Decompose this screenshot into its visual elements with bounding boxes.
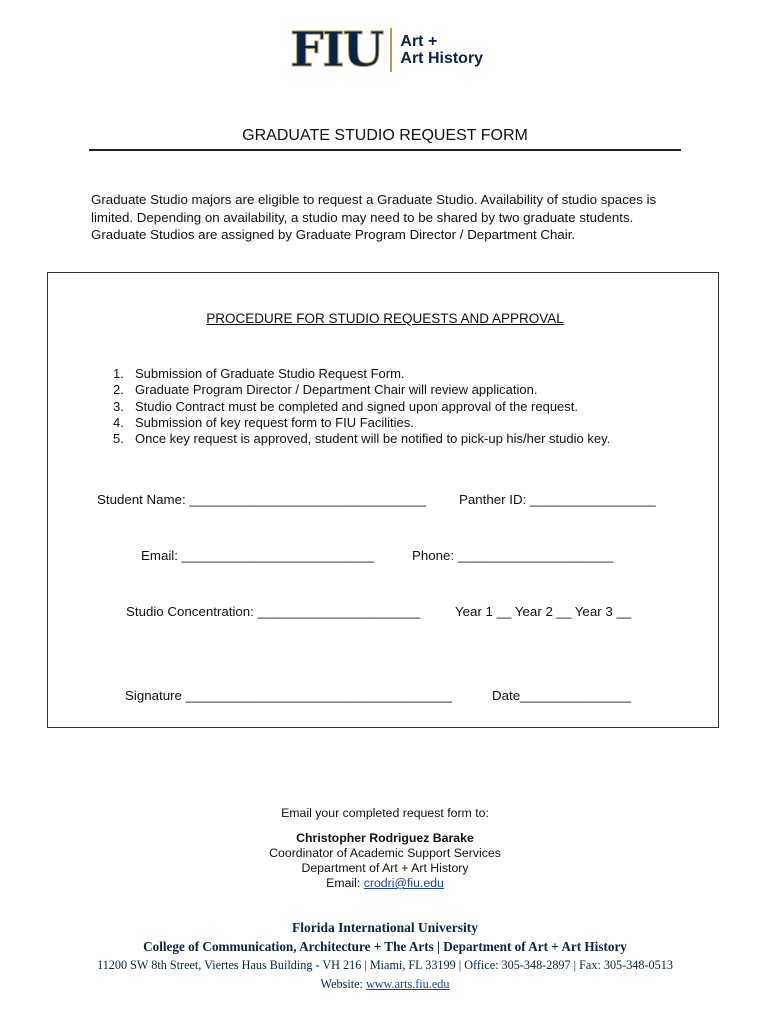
year-field[interactable]: Year 1 __ Year 2 __ Year 3 __ bbox=[455, 604, 632, 619]
fiu-logo bbox=[290, 22, 484, 78]
logo-divider bbox=[390, 28, 392, 72]
procedure-step: 2. Graduate Program Director / Department Chair will review application. bbox=[113, 382, 538, 398]
footer-website-line bbox=[0, 977, 770, 992]
footer-website-link[interactable]: www.arts.fiu.edu bbox=[365, 977, 450, 991]
contact-role: Coordinator of Academic Support Services bbox=[269, 846, 501, 860]
contact-intro: Email your completed request form to: bbox=[281, 806, 489, 820]
footer-college: College of Communication, Architecture + The Arts | Department of Art + Art History bbox=[143, 939, 627, 954]
contact-email-label: Email: bbox=[326, 876, 361, 890]
signature-field[interactable]: Signature ____________________________________ bbox=[125, 688, 452, 703]
form-title: GRADUATE STUDIO REQUEST FORM bbox=[242, 127, 528, 144]
procedure-step: 4. Submission of key request form to FIU Facilities. bbox=[113, 414, 414, 430]
contact-name: Christopher Rodriguez Barake bbox=[296, 831, 474, 845]
logo-line-2: Art History bbox=[400, 50, 484, 67]
procedure-step: 3. Studio Contract must be completed and signed upon approval of the request. bbox=[113, 398, 579, 414]
studio-concentration-field[interactable]: Studio Concentration: ______________________ bbox=[126, 604, 421, 619]
footer-address: 11200 SW 8th Street, Viertes Haus Building - VH 216 | Miami, FL 33199 | Office: 305-348-2897 | Fax: 305-348-0513 bbox=[97, 958, 673, 972]
logo-text bbox=[400, 33, 483, 67]
student-name-field[interactable]: Student Name: ________________________________ bbox=[97, 492, 427, 507]
logo-line-1: Art + bbox=[400, 33, 438, 50]
date-field[interactable]: Date_______________ bbox=[492, 688, 632, 703]
footer-university: Florida International University bbox=[292, 920, 478, 935]
procedure-title: PROCEDURE FOR STUDIO REQUESTS AND APPROVAL bbox=[206, 311, 564, 326]
procedure-step: 1. Submission of Graduate Studio Request Form. bbox=[113, 366, 405, 381]
contact-email-link[interactable]: crodri@fiu.edu bbox=[363, 876, 444, 890]
email-field[interactable]: Email: __________________________ bbox=[141, 548, 374, 563]
contact-dept: Department of Art + Art History bbox=[301, 861, 469, 875]
procedure-steps bbox=[113, 366, 610, 447]
phone-field[interactable]: Phone: _____________________ bbox=[412, 548, 614, 563]
intro-paragraph: Graduate Studio majors are eligible to request a Graduate Studio. Availability of studio spaces is limited. Depending on availability, a studio may need to be shared by two graduate students. Graduate Studios are assigned by Graduate Program Director / Department Chair. bbox=[91, 192, 657, 242]
panther-id-field[interactable]: Panther ID: _________________ bbox=[459, 492, 656, 507]
contact-email-line bbox=[0, 876, 770, 891]
procedure-step: 5. Once key request is approved, student will be notified to pick-up his/her studio key. bbox=[113, 431, 611, 447]
logo-mark: FIU bbox=[290, 22, 383, 78]
footer-website-label: Website: bbox=[320, 977, 363, 991]
title-rule bbox=[89, 149, 681, 151]
